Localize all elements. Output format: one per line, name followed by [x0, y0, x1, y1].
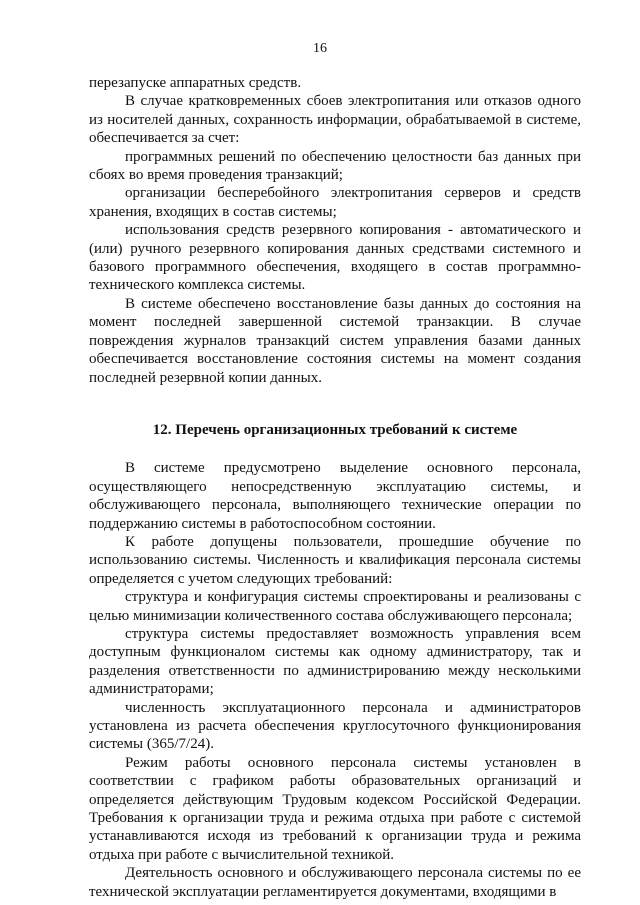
list-item: численность эксплуатационного персонала и администраторов установлена из расчета обеспечения круглосуточного функционирования системы (365/7/24). [89, 699, 581, 753]
paragraph: К работе допущены пользователи, прошедшие обучение по использованию системы. Численность и квалификация персонала системы определяется с учетом следующих требований: [89, 533, 581, 587]
list-item: структура системы предоставляет возможность управления всем доступным функционалом системы как одному администратору, так и разделения ответственности по администрированию между несколькими администраторами; [89, 625, 581, 698]
list-item: структура и конфигурация системы спроектированы и реализованы с целью минимизации количественного состава обслуживающего персонала; [89, 589, 581, 624]
paragraph: Деятельность основного и обслуживающего персонала системы по ее технической эксплуатации регламентируется документами, входящими в [89, 865, 581, 900]
paragraph: В случае кратковременных сбоев электропитания или отказов одного из носителей данных, сохранность информации, обрабатываемой в системе, обеспечивается за счет: [89, 93, 581, 147]
list-item: организации бесперебойного электропитания серверов и средств хранения, входящих в состав системы; [89, 185, 581, 220]
section-heading: 12. Перечень организационных требований к системе [152, 421, 518, 438]
paragraph-continuation: перезапуске аппаратных средств. [89, 75, 302, 91]
paragraph: Режим работы основного персонала системы установлен в соответствии с графиком работы образовательных организаций и определяется действующим Трудовым кодексом Российской Федерации. Требования к организации труда и режима отдыха при работе с системой устанавливаются исходя из требований к организации труда и режима отдыха при работе с вычислительной техникой. [89, 754, 581, 863]
list-item: использования средств резервного копирования - автоматического и (или) ручного резервного копирования данных средствами системного и базового программного обеспечения, входящего в состав программно-технического комплекса системы. [89, 222, 581, 294]
paragraph: В системе предусмотрено выделение основного персонала, осуществляющего непосредственную эксплуатацию системы, и обслуживающего персонала, выполняющего технические операции по поддержанию системы в работоспособном состоянии. [89, 460, 581, 532]
list-item: программных решений по обеспечению целостности баз данных при сбоях во время проведения транзакций; [89, 148, 581, 184]
paragraph: В системе обеспечено восстановление базы данных до состояния на момент последней завершенной системой транзакции. В случае повреждения журналов транзакций систем управления базами данных обеспечивается восстановление состояния системы на момент создания последней резервной копии данных. [89, 295, 581, 386]
page-number: 16 [313, 41, 327, 56]
document-body [89, 74, 581, 901]
